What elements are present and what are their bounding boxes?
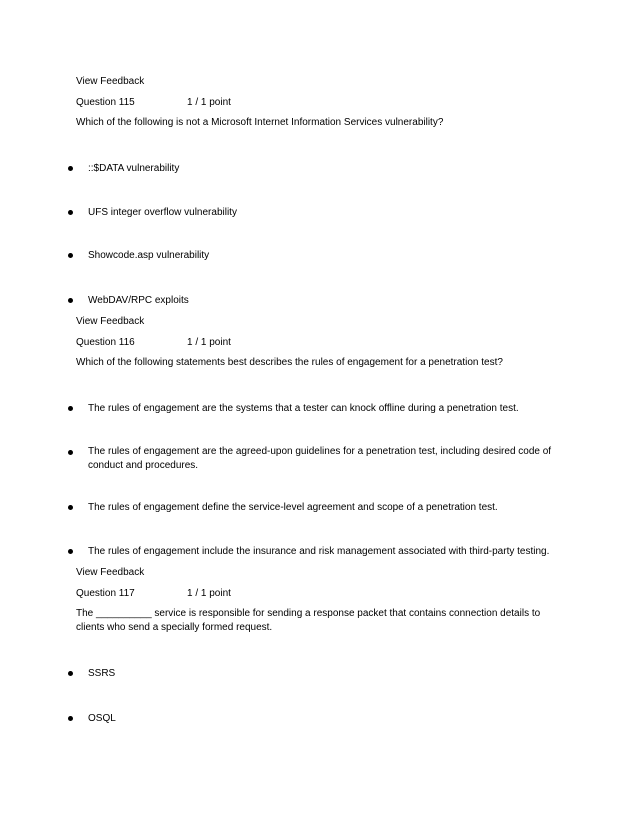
answer-option[interactable]: UFS integer overflow vulnerability	[88, 207, 237, 218]
bullet-icon	[68, 716, 73, 721]
answer-option[interactable]: ::$DATA vulnerability	[88, 163, 180, 174]
view-feedback-link[interactable]: View Feedback	[76, 567, 145, 578]
question-prompt: Which of the following is not a Microsoft Internet Information Services vulnerability?	[76, 117, 444, 128]
answer-option[interactable]: The rules of engagement define the service-level agreement and scope of a penetration test.	[88, 502, 498, 513]
view-feedback-link[interactable]: View Feedback	[76, 76, 145, 87]
question-label: Question 116	[76, 337, 135, 348]
view-feedback-link[interactable]: View Feedback	[76, 316, 145, 327]
bullet-icon	[68, 549, 73, 554]
bullet-icon	[68, 253, 73, 258]
question-prompt: Which of the following statements best describes the rules of engagement for a penetration test?	[76, 357, 503, 368]
bullet-icon	[68, 298, 73, 303]
bullet-icon	[68, 450, 73, 455]
answer-option[interactable]: Showcode.asp vulnerability	[88, 250, 210, 261]
bullet-icon	[68, 166, 73, 171]
question-prompt: The __________ service is responsible for sending a response packet that contains connection details to clients who send a specially formed request.	[76, 608, 541, 633]
answer-option[interactable]: WebDAV/RPC exploits	[88, 295, 189, 306]
answer-option[interactable]: The rules of engagement are the systems that a tester can knock offline during a penetration test.	[88, 403, 519, 414]
answer-option[interactable]: OSQL	[88, 713, 116, 724]
question-label: Question 115	[76, 97, 135, 108]
question-label: Question 117	[76, 588, 135, 599]
bullet-icon	[68, 406, 73, 411]
bullet-icon	[68, 210, 73, 215]
question-score: 1 / 1 point	[187, 588, 231, 599]
question-score: 1 / 1 point	[187, 337, 231, 348]
question-score: 1 / 1 point	[187, 97, 231, 108]
answer-option[interactable]: The rules of engagement are the agreed-upon guidelines for a penetration test, including desired code of conduct and procedures.	[88, 446, 552, 471]
bullet-icon	[68, 505, 73, 510]
answer-option[interactable]: The rules of engagement include the insurance and risk management associated with third-party testing.	[88, 546, 550, 557]
answer-option[interactable]: SSRS	[88, 668, 116, 679]
bullet-icon	[68, 671, 73, 676]
